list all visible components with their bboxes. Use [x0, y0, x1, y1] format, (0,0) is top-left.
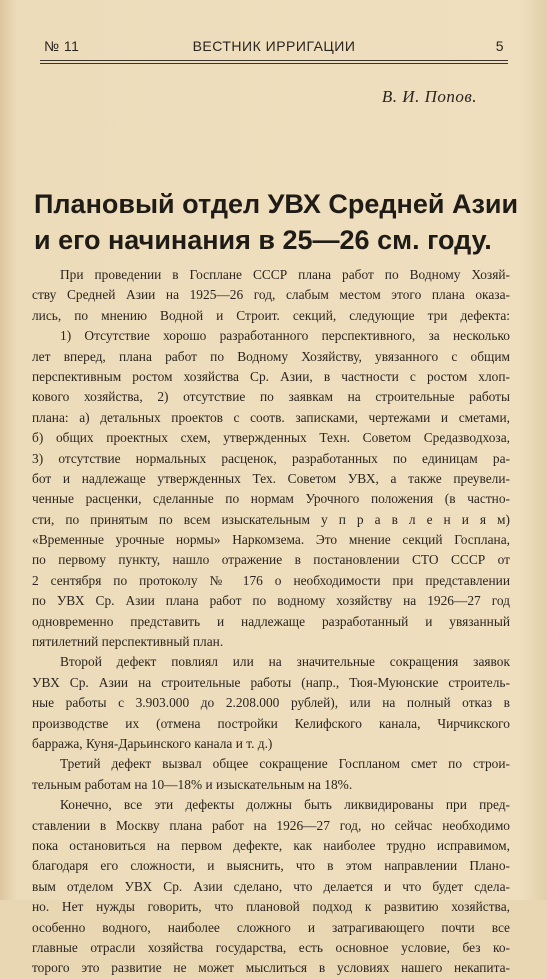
text-line: благодаря его сложности, и выяснить, что в этом направлении Плано- [32, 858, 510, 874]
article-body [32, 265, 510, 979]
text-line: «Временные урочные нормы» Наркомзема. Это мнение секций Госплана, [32, 532, 510, 548]
text-line: 1) Отсутствие хорошо разработанного перспективного, за несколько [60, 328, 510, 344]
journal-title: ВЕСТНИК ИРРИГАЦИИ [192, 38, 356, 54]
text-line: 3) отсутствие нормальных расценок, разработанных по единицам ра- [32, 450, 510, 466]
text-line: ченные расценки, сделанные по нормам Урочного положения (в частно- [32, 491, 510, 507]
text-line: лет вперед, плана работ по Водному Хозяйству, увязанного с общим [32, 348, 510, 364]
text-line: барража, Куня-Дарьинского канала и т. д.) [32, 735, 273, 751]
text-line: Третий дефект вызвал общее сокращение Госпланом смет по строи- [60, 756, 510, 772]
text-line: пока остановиться на первом дефекте, как наиболее трудно исправимом, [32, 837, 510, 853]
text-line: 2 сентября по протоколу № 176 о необходимости при представлении [32, 572, 510, 588]
text-line: бот и надлежаще утвержденных Тех. Советом УВХ, а также преувели- [32, 470, 510, 486]
text-line: кового хозяйства, 2) отсутствие по заявкам на строительные работы [32, 389, 510, 405]
title-line: Плановый отдел УВХ Средней Азии [34, 189, 519, 219]
author-name: В. И. Попов. [381, 87, 477, 106]
article-title [34, 186, 524, 258]
page-number: 5 [495, 38, 504, 54]
text-line: производстве их (отмена постройки Келифского канала, Чирчикского [32, 715, 510, 731]
text-line: сти, по принятым по всем изыскательным у п р а в л е н и я м) [32, 511, 510, 527]
text-line: лись, по мнению Водной и Строит. секций, следующие три дефекта: [32, 307, 510, 323]
text-line: Конечно, все эти дефекты должны быть ликвидированы при пред- [60, 797, 510, 813]
running-header [44, 36, 504, 58]
text-line: вым отделом УВХ Ср. Азии сделано, что делается и что будет сдела- [32, 878, 510, 894]
text-line: ные работы с 3.903.000 до 2.208.000 рублей), или на полный отказ в [32, 695, 510, 711]
text-line: ству Средней Азии на 1925—26 год, слабым местом этого плана оказа- [32, 287, 510, 303]
header-rule-bottom [40, 63, 508, 64]
text-line: по УВХ Ср. Азии плана работ по водному хозяйству на 1926—27 год [32, 593, 510, 609]
text-line: пятилетний перспективный план. [32, 634, 224, 650]
text-line: ставлении в Москву плана работ на 1926—27 год, но сейчас необходимо [32, 817, 510, 833]
text-line: плана: а) детальных проектов с соотв. записками, чертежами и сметами, [32, 409, 510, 425]
text-line: но. Нет нужды говорить, что плановой подход к развитию хозяйства, [32, 899, 510, 915]
text-line: При проведении в Госплане СССР плана работ по Водному Хозяй- [60, 267, 510, 282]
title-line: и его начинания в 25—26 см. году. [34, 225, 492, 255]
text-line: Второй дефект повлиял или на значительные сокращения заявок [60, 654, 510, 670]
text-line: б) общих проектных схем, утвержденных Техн. Советом Средазводхоза, [32, 430, 510, 446]
text-line: УВХ Ср. Азии на строительные работы (напр., Тюя-Муюнские строитель- [32, 674, 510, 690]
text-line: главные отрасли хозяйства государства, есть основное условие, без ко- [32, 939, 510, 955]
text-line: одновременно представить и надлежаще разработанный и увязанный [32, 613, 510, 629]
text-line: особенно водного, наиболее сложного и затрагивающего почти все [32, 919, 510, 935]
text-line: торого это развитие не может мыслиться в условиях нашего некапита- [32, 960, 510, 976]
text-line: тельным работам на 10—18% и изыскательным на 18%. [32, 776, 353, 792]
text-line: перспективным ростом хозяйства Ср. Азии, в частности с ростом хлоп- [32, 368, 510, 384]
header-rule-top [40, 60, 508, 61]
text-line: по первому пункту, нашло отражение в постановлении СТО СССР от [32, 552, 510, 568]
issue-number: № 11 [44, 38, 80, 54]
